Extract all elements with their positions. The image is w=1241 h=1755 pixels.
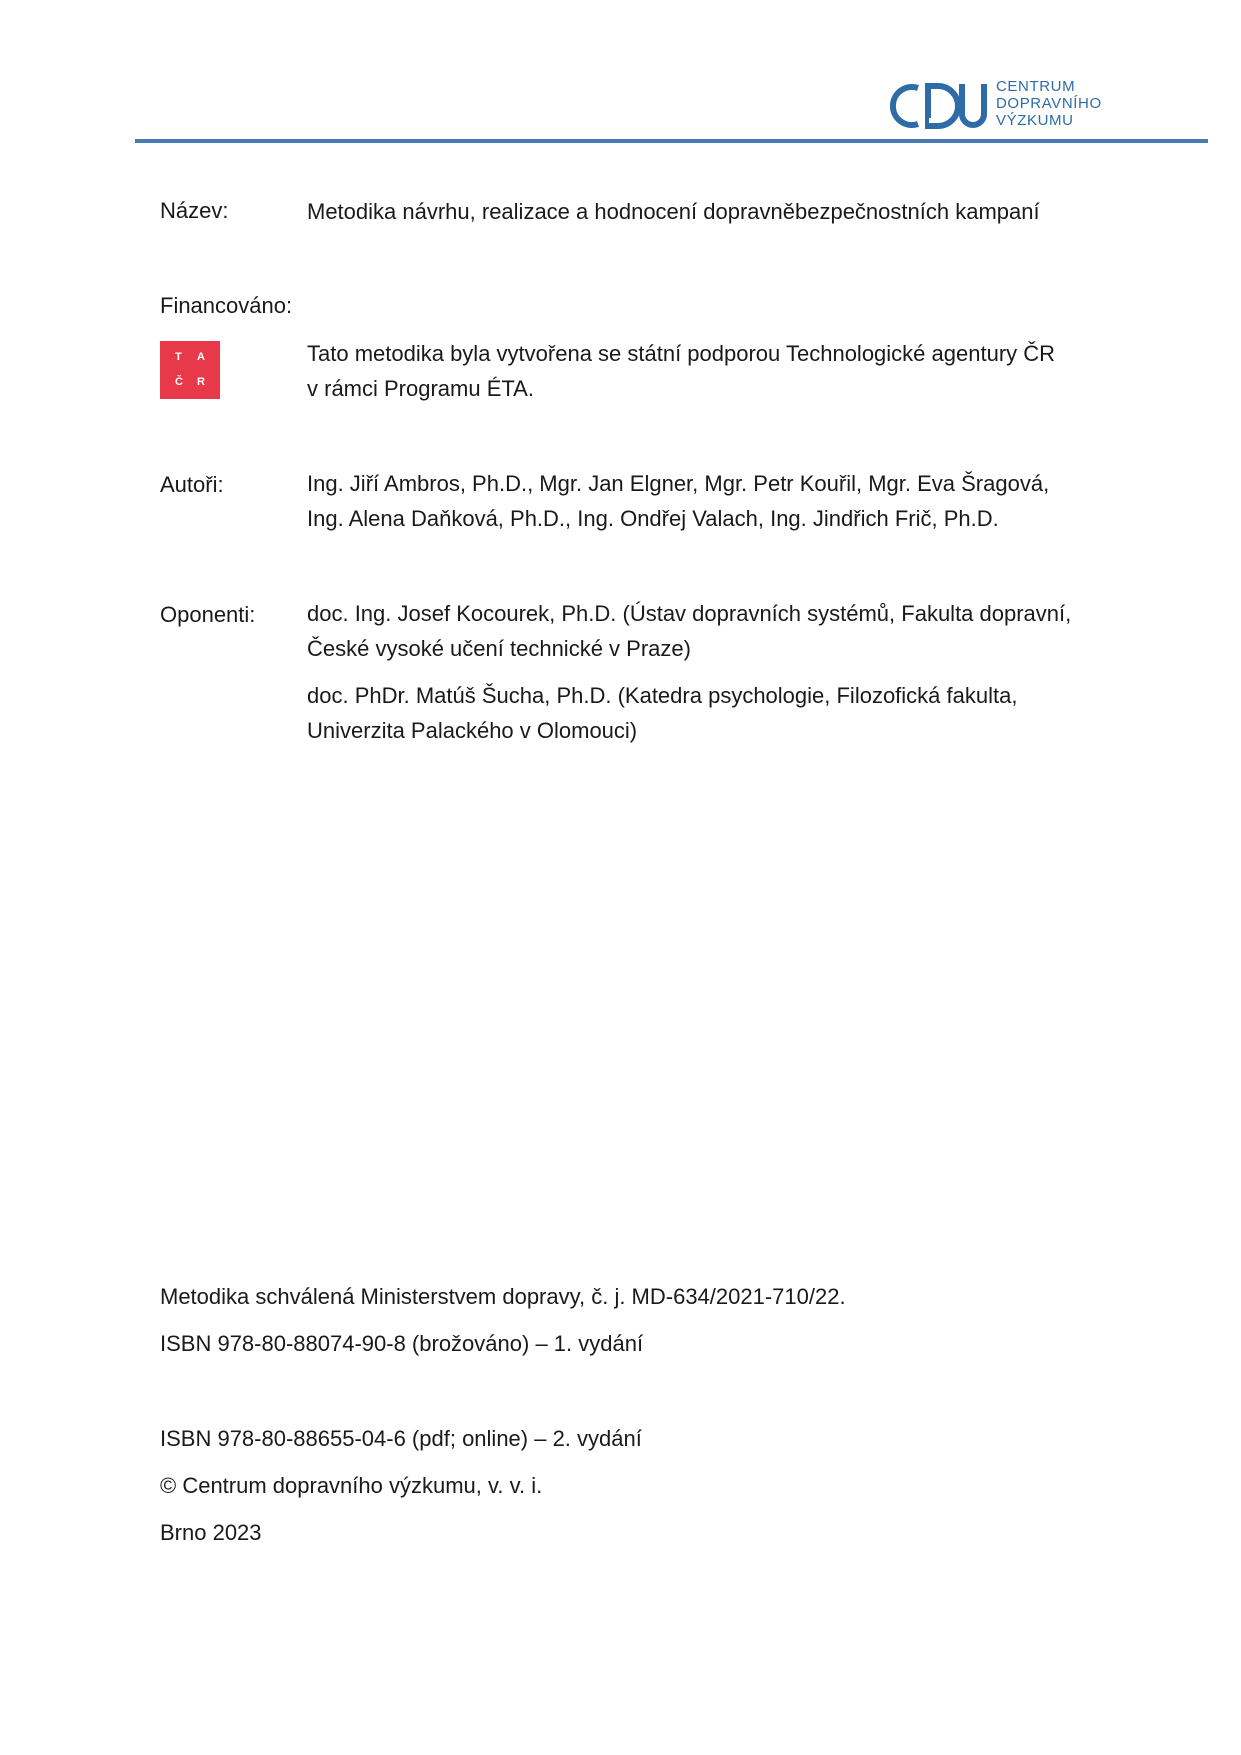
header-divider	[135, 139, 1208, 143]
funding-line: Tato metodika byla vytvořena se státní podporou Technologické agentury ČR	[307, 341, 1056, 366]
opponents-label: Oponenti:	[160, 602, 256, 627]
opponent-line: doc. Ing. Josef Kocourek, Ph.D. (Ústav dopravních systémů, Fakulta dopravní,	[307, 601, 1072, 626]
funding-line: v rámci Programu ÉTA.	[307, 376, 534, 401]
title-value	[307, 194, 1107, 229]
approval-note: Metodika schválená Ministerstvem dopravy, č. j. MD-634/2021-710/22.	[160, 1284, 846, 1309]
authors-text	[307, 466, 1107, 536]
funding-label: Financováno:	[160, 293, 293, 318]
logo-line: DOPRAVNÍHO	[996, 95, 1102, 112]
logo-line: VÝZKUMU	[996, 112, 1074, 129]
title-label: Název:	[160, 198, 229, 223]
tacr-letter: Č	[175, 376, 183, 388]
tacr-letter: A	[197, 351, 205, 363]
authors-line: Ing. Alena Daňková, Ph.D., Ing. Ondřej Valach, Ing. Jindřich Frič, Ph.D.	[307, 506, 999, 531]
tacr-letter: T	[175, 351, 182, 363]
logo-line: CENTRUM	[996, 78, 1076, 95]
isbn-online: ISBN 978-80-88655-04-6 (pdf; online) – 2. vydání	[160, 1426, 642, 1451]
isbn-print: ISBN 978-80-88074-90-8 (brožováno) – 1. vydání	[160, 1331, 644, 1356]
tacr-letter: R	[197, 376, 205, 388]
cdv-logo-text	[996, 78, 1126, 129]
place-year: Brno 2023	[160, 1520, 262, 1545]
cdv-logo	[888, 78, 1128, 134]
opponent-second	[307, 678, 1107, 748]
copyright: © Centrum dopravního výzkumu, v. v. i.	[160, 1473, 543, 1498]
authors-label: Autoři:	[160, 472, 224, 497]
cdv-logo-mark	[888, 78, 992, 134]
tacr-logo	[160, 341, 220, 399]
opponent-first	[307, 596, 1107, 666]
funding-text	[307, 336, 1107, 406]
authors-line: Ing. Jiří Ambros, Ph.D., Mgr. Jan Elgner, Mgr. Petr Kouřil, Mgr. Eva Šragová,	[307, 471, 1050, 496]
opponent-line: doc. PhDr. Matúš Šucha, Ph.D. (Katedra psychologie, Filozofická fakulta,	[307, 683, 1018, 708]
opponent-line: Univerzita Palackého v Olomouci)	[307, 718, 638, 743]
title-text: Metodika návrhu, realizace a hodnocení dopravněbezpečnostních kampaní	[307, 199, 1040, 224]
opponent-line: České vysoké učení technické v Praze)	[307, 636, 691, 661]
